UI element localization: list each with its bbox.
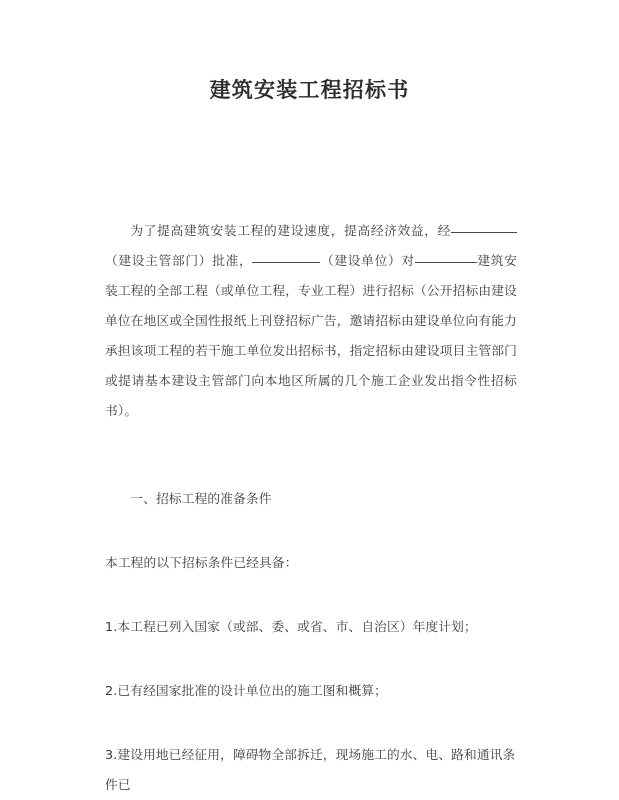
intro-segment-1: 为了提高建筑安装工程的建设速度，提高经济效益，经 <box>130 223 451 238</box>
paragraph-spacer-5 <box>105 706 517 740</box>
fill-blank-project-name[interactable] <box>415 249 477 263</box>
paragraph-spacer-2 <box>105 514 517 548</box>
document-body <box>105 216 517 800</box>
section-one-lead-in: 本工程的以下招标条件已经具备： <box>105 555 298 570</box>
page-title: 建筑安装工程招标书 <box>209 77 410 102</box>
intro-segment-3: （建设单位）对 <box>320 253 415 268</box>
fill-blank-construction-unit[interactable] <box>252 249 320 263</box>
paragraph-spacer-4 <box>105 642 517 676</box>
list-item: 1.本工程已列入国家（或部、委、或省、市、自治区）年度计划； <box>105 619 477 634</box>
intro-paragraph <box>105 216 517 426</box>
fill-blank-construction-authority[interactable] <box>451 219 517 233</box>
paragraph-spacer-3 <box>105 578 517 612</box>
list-item: 2.已有经国家批准的设计单位出的施工图和概算； <box>105 683 387 698</box>
intro-segment-4: 建筑安装工程的全部工程（或单位工程，专业工程）进行招标（公开招标由建设单位在地区或全国性报纸上刊登招标广告，邀请招标由建设单位向有能力承担该项工程的若干施工单位发出招标书，指定招标由建设项目主管部门或提请基本建设主管部门向本地区所属的几个施工企业发出指令性招标书）。 <box>105 253 517 418</box>
section-heading-one: 一、招标工程的准备条件 <box>130 491 272 506</box>
list-item: 3.建设用地已经征用，障碍物全部拆迁，现场施工的水、电、路和通讯条件已 <box>105 747 516 792</box>
intro-segment-2: （建设主管部门）批准， <box>105 253 253 268</box>
paragraph-spacer-1 <box>105 426 517 484</box>
